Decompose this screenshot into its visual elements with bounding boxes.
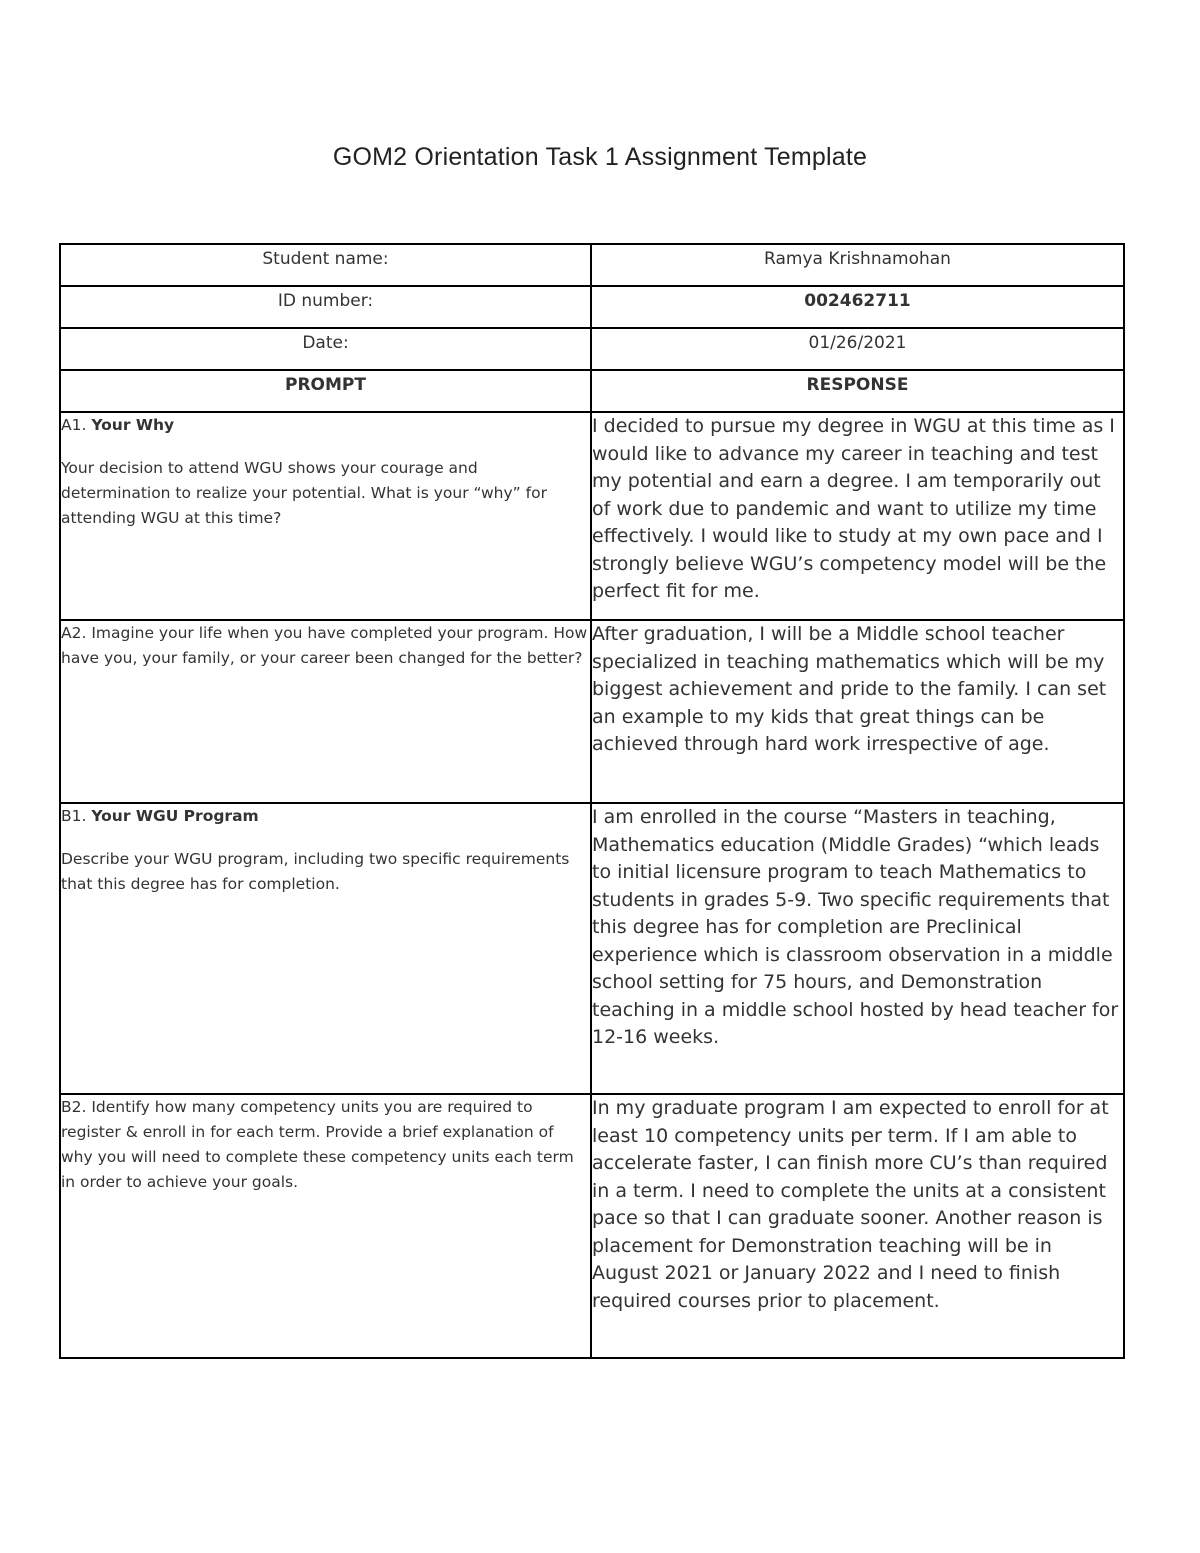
student-name-row [60,244,1124,286]
student-name-value: Ramya Krishnamohan [764,249,951,269]
id-number-row [60,286,1124,328]
prompt-heading-b1: Your WGU Program [91,807,259,825]
prompt-cell-a2 [60,620,591,803]
prompt-id-a1: A1. [61,416,92,434]
response-text-a2: After graduation, I will be a Middle school teacher specialized in teaching mathematics which will be my biggest achievement and pride to the family. I can set an example to my kids that great things can be achieved through hard work irrespective of age. [592,623,1107,755]
date-label-cell [60,328,591,370]
response-header-cell [591,370,1124,412]
student-name-label: Student name: [262,249,389,269]
id-label-cell [60,286,591,328]
column-header-row [60,370,1124,412]
id-number-label: ID number: [277,291,374,311]
row-a2 [60,620,1124,803]
student-name-value-cell [591,244,1124,286]
assignment-table [59,243,1125,1359]
response-header: RESPONSE [806,375,909,395]
row-b2 [60,1094,1124,1358]
prompt-cell-a1 [60,412,591,620]
response-text-a1: I decided to pursue my degree in WGU at this time as I would like to advance my career in teaching and test my potential and earn a degree. I am temporarily out of work due to pandemic and want to utilize my time effectively. I would like to study at my own pace and I strongly believe WGU’s competency model will be the perfect fit for me. [592,415,1115,602]
response-cell-a2 [591,620,1124,803]
prompt-header-cell [60,370,591,412]
prompt-heading-a1: Your Why [91,416,175,434]
prompt-title-b1 [61,804,590,829]
response-cell-a1 [591,412,1124,620]
date-value: 01/26/2021 [808,333,907,353]
row-a1 [60,412,1124,620]
date-row [60,328,1124,370]
response-text-b2: In my graduate program I am expected to enroll for at least 10 competency units per term. If I am able to accelerate faster, I can finish more CU’s than required in a term. I need to complete the units at a consistent pace so that I can graduate sooner. Another reason is placement for Demonstration teaching will be in August 2021 or January 2022 and I need to finish required courses prior to placement. [592,1097,1109,1312]
prompt-cell-b1 [60,803,591,1094]
prompt-text-b2: B2. Identify how many competency units you are required to register & enroll in for each term. Provide a brief explanation of why you will need to complete these competency units each term in order to achieve your goals. [61,1098,574,1191]
document-title: GOM2 Orientation Task 1 Assignment Template [332,143,868,171]
response-cell-b1 [591,803,1124,1094]
date-value-cell [591,328,1124,370]
response-cell-b2 [591,1094,1124,1358]
response-text-b1: I am enrolled in the course “Masters in teaching, Mathematics education (Middle Grades) “which leads to initial licensure program to teach Mathematics to students in grades 5-9. Two specific requirements that this degree has for completion are Preclinical experience which is classroom observation in a middle school setting for 75 hours, and Demonstration teaching in a middle school hosted by head teacher for 12-16 weeks. [592,806,1119,1048]
prompt-id-b1: B1. [61,807,92,825]
prompt-text-a2: A2. Imagine your life when you have completed your program. How have you, your family, or your career been changed for the better? [61,624,588,667]
row-b1 [60,803,1124,1094]
date-label: Date: [302,333,349,353]
id-number-value: 002462711 [804,291,911,311]
student-name-label-cell [60,244,591,286]
prompt-title-a1 [61,413,590,438]
prompt-header: PROMPT [285,375,366,395]
prompt-text-a1: Your decision to attend WGU shows your courage and determination to realize your potential. What is your “why” for attending WGU at this time? [61,459,547,527]
prompt-cell-b2 [60,1094,591,1358]
prompt-text-b1: Describe your WGU program, including two specific requirements that this degree has for completion. [61,850,570,893]
id-value-cell [591,286,1124,328]
